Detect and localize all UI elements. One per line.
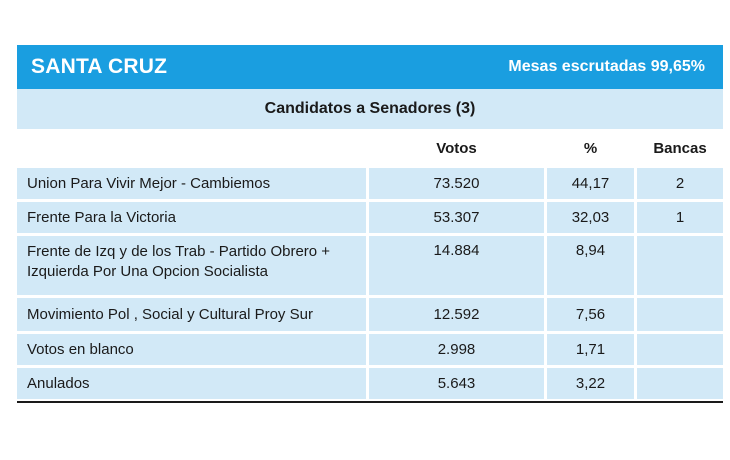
bottom-rule [17, 401, 723, 403]
party-name-line-2: Izquierda Por Una Opcion Socialista [27, 263, 268, 280]
party-name [17, 236, 369, 298]
pct-value: 44,17 [547, 168, 637, 202]
votos-value: 14.884 [369, 236, 547, 298]
party-name: Frente Para la Victoria [17, 202, 369, 236]
pct-value: 32,03 [547, 202, 637, 236]
table-row [17, 202, 723, 236]
header-votos: Votos [369, 132, 547, 168]
table-subtitle: Candidatos a Senadores (3) [17, 89, 723, 132]
bancas-value [637, 368, 723, 402]
table-header-row [17, 132, 723, 168]
votos-value: 12.592 [369, 298, 547, 334]
results-table [17, 132, 723, 402]
votos-value: 73.520 [369, 168, 547, 202]
pct-value: 3,22 [547, 368, 637, 402]
bancas-value: 2 [637, 168, 723, 202]
table-row [17, 368, 723, 402]
bancas-value: 1 [637, 202, 723, 236]
results-card [17, 45, 723, 403]
table-row [17, 236, 723, 298]
pct-value: 1,71 [547, 334, 637, 368]
table-row [17, 298, 723, 334]
results-header [17, 45, 723, 89]
table-row [17, 168, 723, 202]
mesas-escrutadas: Mesas escrutadas 99,65% [508, 58, 705, 75]
party-name-line-1: Frente de Izq y de los Trab - Partido Obrero + [27, 243, 331, 260]
table-row [17, 334, 723, 368]
header-party [17, 132, 369, 168]
party-name: Union Para Vivir Mejor - Cambiemos [17, 168, 369, 202]
party-name: Movimiento Pol , Social y Cultural Proy Sur [17, 298, 369, 334]
party-name: Votos en blanco [17, 334, 369, 368]
header-bancas: Bancas [637, 132, 723, 168]
bancas-value [637, 334, 723, 368]
votos-value: 2.998 [369, 334, 547, 368]
bancas-value [637, 298, 723, 334]
region-title: SANTA CRUZ [31, 55, 168, 78]
pct-value: 8,94 [547, 236, 637, 298]
votos-value: 5.643 [369, 368, 547, 402]
header-pct: % [547, 132, 637, 168]
bancas-value [637, 236, 723, 298]
pct-value: 7,56 [547, 298, 637, 334]
party-name: Anulados [17, 368, 369, 402]
votos-value: 53.307 [369, 202, 547, 236]
